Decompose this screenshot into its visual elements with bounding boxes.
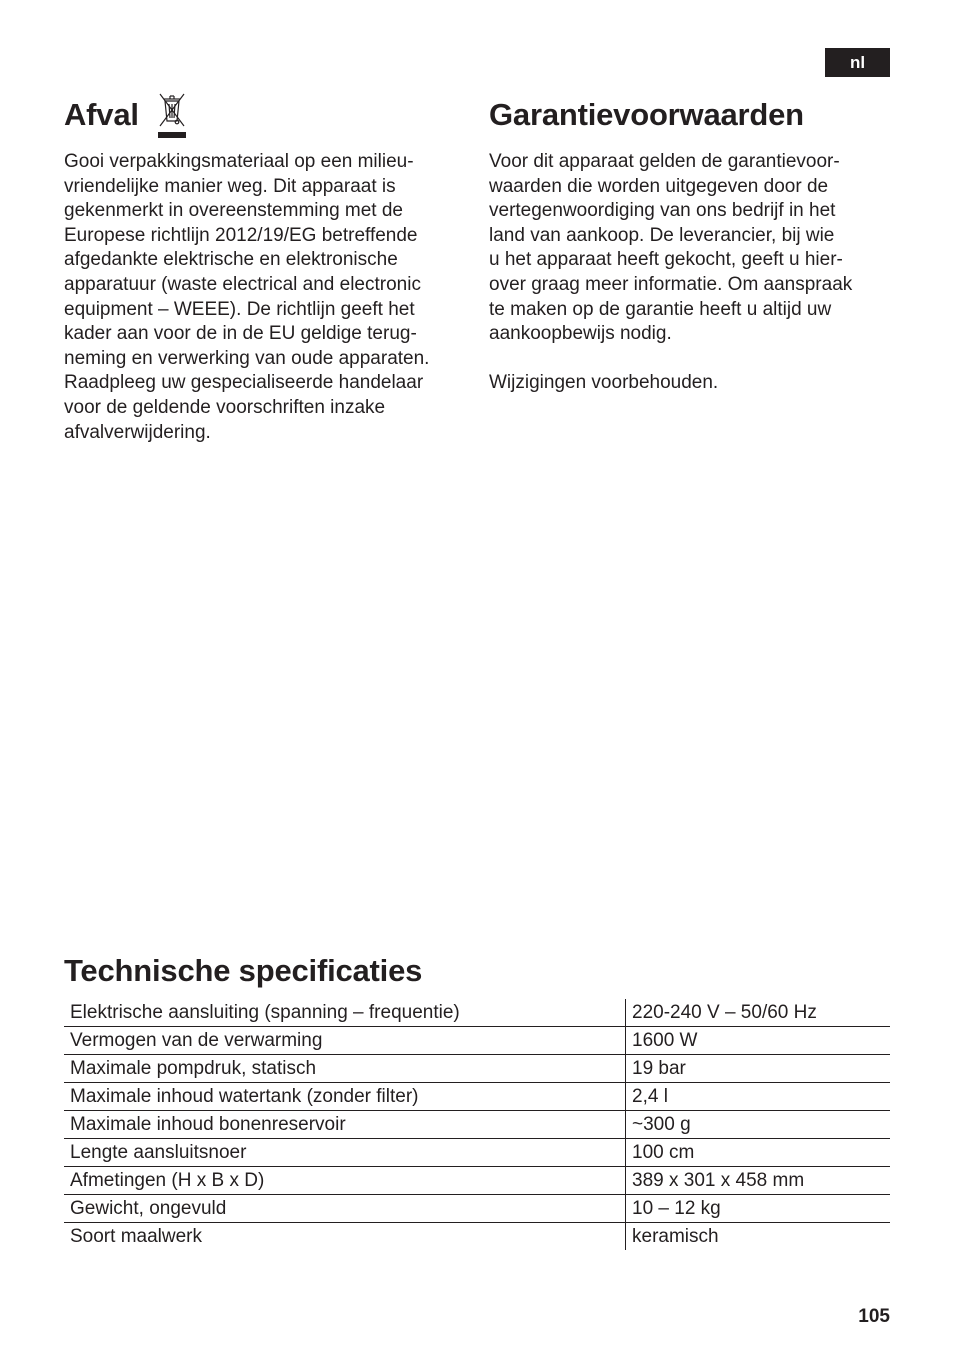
text-line: Gooi verpakkingsmateriaal op een milieu- [64, 151, 414, 172]
table-row [64, 999, 890, 1027]
specs-table [64, 999, 890, 1250]
garantie-paragraph [489, 150, 889, 347]
text-line: neming en verwerking van oude apparaten. [64, 347, 430, 369]
table-row [64, 1167, 890, 1195]
spec-label: Elektrische aansluiting (spanning – frequentie) [64, 999, 626, 1027]
changes-reserved-note: Wijzigingen voorbehouden. [489, 372, 719, 394]
afval-heading [64, 86, 464, 144]
spec-value: 220-240 V – 50/60 Hz [626, 999, 891, 1027]
text-line: vriendelijke manier weg. Dit apparaat is [64, 175, 396, 197]
afval-section [64, 86, 464, 445]
spec-label: Maximale inhoud bonenreservoir [64, 1111, 626, 1139]
text-line: Raadpleeg uw gespecialiseerde handelaar [64, 372, 424, 394]
afval-heading-text: Afval [64, 97, 139, 132]
garantie-heading: Garantievoorwaarden [489, 97, 804, 132]
page-number: 105 [858, 1306, 890, 1327]
crossed-out-wheelie-bin-icon [155, 90, 189, 140]
table-row [64, 1139, 890, 1167]
table-row [64, 1195, 890, 1223]
text-line: afgedankte elektrische en elektronische [64, 249, 398, 271]
table-row [64, 1027, 890, 1055]
spec-value: 100 cm [626, 1139, 891, 1167]
spec-value: 10 – 12 kg [626, 1195, 891, 1223]
spec-value: 1600 W [626, 1027, 891, 1055]
spec-value: keramisch [626, 1223, 891, 1251]
text-line: land van aankoop. De leverancier, bij wie [489, 224, 835, 246]
spec-label: Gewicht, ongevuld [64, 1195, 626, 1223]
text-line: Europese richtlijn 2012/19/EG betreffende [64, 224, 418, 246]
spec-value: ~300 g [626, 1111, 891, 1139]
text-line: voor de geldende voorschriften inzake [64, 396, 386, 418]
afval-paragraph [64, 150, 464, 445]
text-line: aankoopbewijs nodig. [489, 323, 672, 345]
language-badge: nl [825, 48, 890, 77]
spec-label: Afmetingen (H x B x D) [64, 1167, 626, 1195]
text-line: over graag meer informatie. Om aanspraak [489, 273, 853, 295]
garantie-section [489, 86, 889, 396]
specs-heading: Technische specificaties [64, 953, 423, 988]
table-row [64, 1083, 890, 1111]
text-line: vertegenwoordiging van ons bedrijf in het [489, 200, 836, 222]
text-line: apparatuur (waste electrical and electronic [64, 273, 421, 295]
text-line: kader aan voor de in de EU geldige terug- [64, 323, 417, 345]
text-line: waarden die worden uitgegeven door de [489, 175, 829, 197]
text-line: equipment – WEEE). De richtlijn geeft het [64, 298, 415, 320]
table-row [64, 1223, 890, 1251]
spec-label: Maximale inhoud watertank (zonder filter) [64, 1083, 626, 1111]
text-line: Voor dit apparaat gelden de garantievoor- [489, 151, 840, 172]
table-row [64, 1055, 890, 1083]
spec-value: 389 x 301 x 458 mm [626, 1167, 891, 1195]
spec-label: Vermogen van de verwarming [64, 1027, 626, 1055]
spec-value: 19 bar [626, 1055, 891, 1083]
text-line: gekenmerkt in overeenstemming met de [64, 200, 403, 222]
spec-value: 2,4 l [626, 1083, 891, 1111]
table-row [64, 1111, 890, 1139]
text-line: u het apparaat heeft gekocht, geeft u hier- [489, 249, 843, 271]
spec-label: Maximale pompdruk, statisch [64, 1055, 626, 1083]
spec-label: Lengte aansluitsnoer [64, 1139, 626, 1167]
text-line: te maken op de garantie heeft u altijd uw [489, 298, 832, 320]
spec-label: Soort maalwerk [70, 1226, 202, 1247]
text-line: afvalverwijdering. [64, 421, 211, 443]
